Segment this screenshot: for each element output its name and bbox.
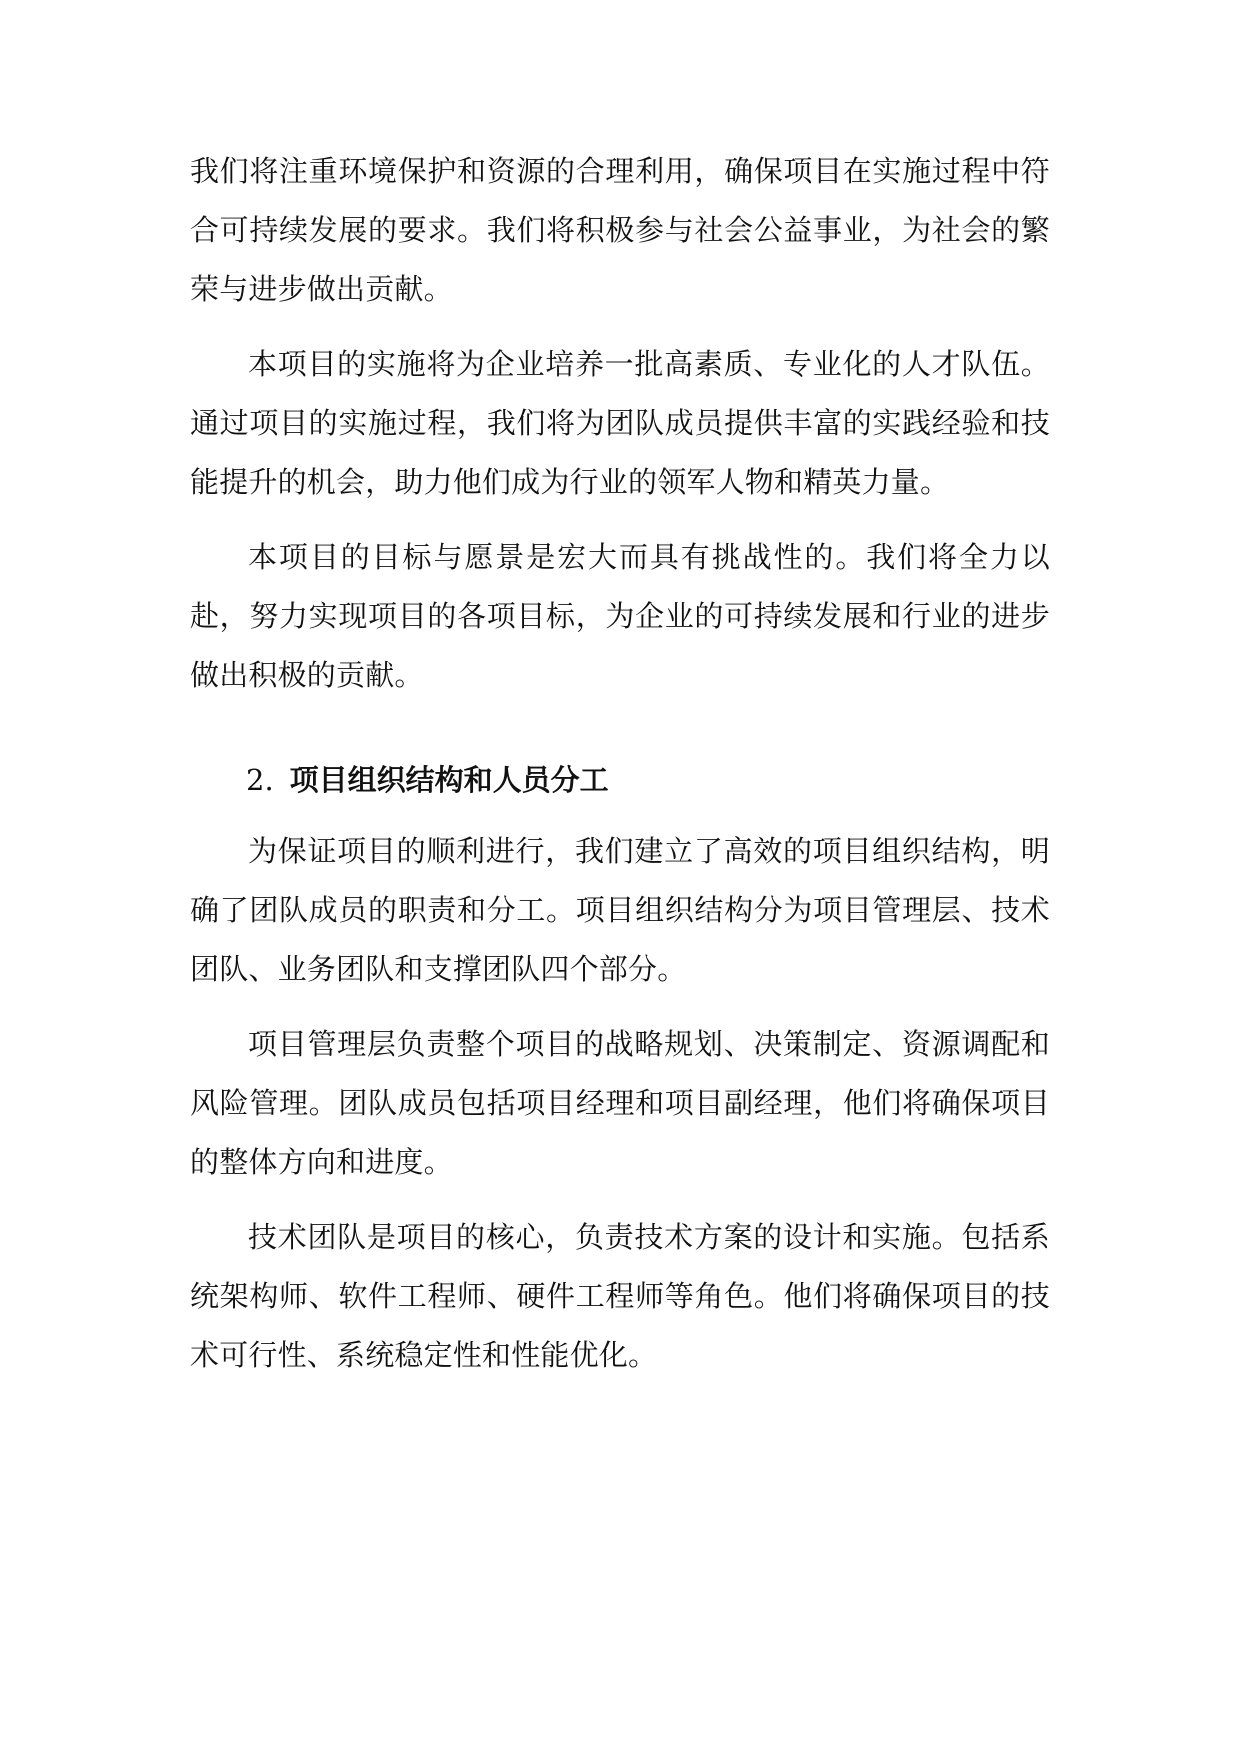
paragraph-talent: 本项目的实施将为企业培养一批高素质、专业化的人才队伍。通过项目的实施过程，我们将为团队成员提供丰富的实践经验和技能提升的机会，助力他们成为行业的领军人物和精英力量。: [190, 347, 1050, 499]
paragraph-management: 项目管理层负责整个项目的战略规划、决策制定、资源调配和风险管理。团队成员包括项目经理和项目副经理，他们将确保项目的整体方向和进度。: [190, 1027, 1050, 1179]
section-number: 2.: [246, 763, 274, 797]
paragraph-tech-team: 技术团队是项目的核心，负责技术方案的设计和实施。包括系统架构师、软件工程师、硬件工程师等角色。他们将确保项目的技术可行性、系统稳定性和性能优化。: [190, 1220, 1050, 1372]
document-page: [190, 142, 1050, 1401]
paragraph-org-structure: 为保证项目的顺利进行，我们建立了高效的项目组织结构，明确了团队成员的职责和分工。项目组织结构分为项目管理层、技术团队、业务团队和支撑团队四个部分。: [190, 834, 1050, 986]
section-heading: [190, 751, 1050, 810]
paragraph-goals: 本项目的目标与愿景是宏大而具有挑战性的。我们将全力以赴，努力实现项目的各项目标，为企业的可持续发展和行业的进步做出积极的贡献。: [190, 540, 1050, 692]
paragraph-continued: 我们将注重环境保护和资源的合理利用，确保项目在实施过程中符合可持续发展的要求。我们将积极参与社会公益事业，为社会的繁荣与进步做出贡献。: [190, 154, 1050, 306]
section-title: 项目组织结构和人员分工: [289, 763, 609, 797]
